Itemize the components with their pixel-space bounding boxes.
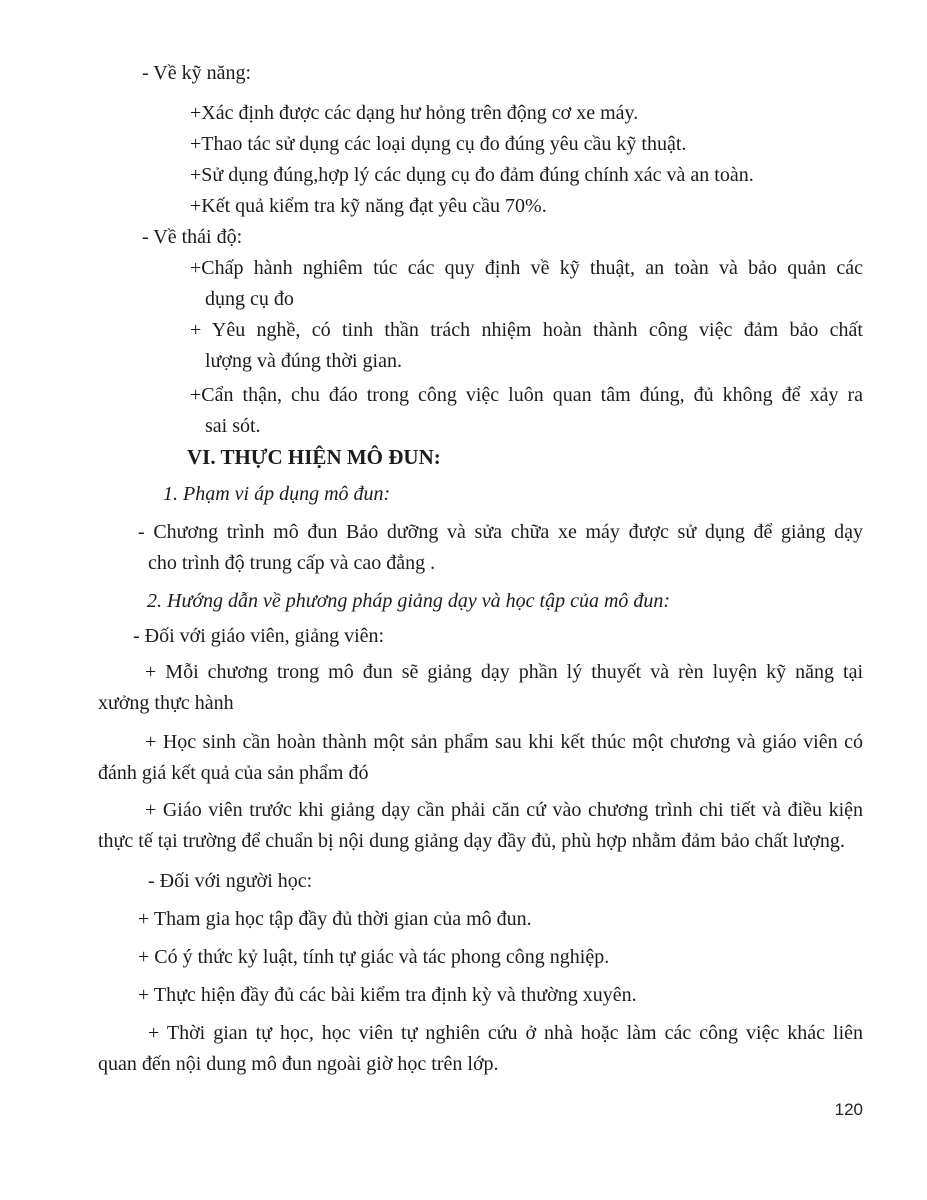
page-number: 120: [834, 1100, 863, 1119]
dash-label-ve-thai-do: - Về thái độ:: [142, 226, 243, 248]
plus-item-skill-1: +Xác định được các dạng hư hỏng trên động cơ xe máy.: [190, 102, 639, 124]
plus-item-attitude-3: +Cẩn thận, chu đáo trong công việc luôn quan tâm đúng, đủ không để xảy ra: [190, 384, 863, 406]
plus-item-attitude-2: + Yêu nghề, có tinh thần trách nhiệm hoàn thành công việc đảm bảo chất: [190, 319, 863, 341]
dash-label-giao-vien: - Đối với giáo viên, giảng viên:: [133, 625, 385, 647]
plus-item-teacher-3-cont: thực tế tại trường để chuẩn bị nội dung giảng dạy đầy đủ, phù hợp nhằm đảm bảo chất lượng.: [98, 830, 845, 852]
plus-item-learner-4-cont: quan đến nội dung mô đun ngoài giờ học trên lớp.: [98, 1053, 499, 1075]
section-heading-vi: VI. THỰC HIỆN MÔ ĐUN:: [187, 445, 441, 469]
dash-item-chuong-trinh: - Chương trình mô đun Bảo dưỡng và sửa chữa xe máy được sử dụng để giảng dạy: [138, 521, 863, 543]
plus-item-teacher-1-cont: xưởng thực hành: [98, 692, 234, 714]
document-body: [98, 58, 863, 1080]
plus-item-attitude-2-cont: lượng và đúng thời gian.: [205, 350, 402, 372]
plus-item-teacher-1: + Mỗi chương trong mô đun sẽ giảng dạy phần lý thuyết và rèn luyện kỹ năng tại: [145, 661, 863, 683]
plus-item-attitude-1: +Chấp hành nghiêm túc các quy định về kỹ thuật, an toàn và bảo quản các: [190, 257, 863, 279]
plus-item-learner-3: + Thực hiện đầy đủ các bài kiểm tra định kỳ và thường xuyên.: [138, 984, 637, 1006]
plus-item-skill-3: +Sử dụng đúng,hợp lý các dụng cụ đo đảm đúng chính xác và an toàn.: [190, 164, 754, 186]
dash-label-ve-ky-nang: - Về kỹ năng:: [142, 62, 252, 84]
plus-item-teacher-2-cont: đánh giá kết quả của sản phẩm đó: [98, 762, 369, 784]
plus-item-teacher-3: + Giáo viên trước khi giảng dạy cần phải căn cứ vào chương trình chi tiết và điều kiện: [145, 799, 863, 821]
plus-item-skill-4: +Kết quả kiểm tra kỹ năng đạt yêu cầu 70%.: [190, 195, 547, 217]
dash-label-nguoi-hoc: - Đối với người học:: [148, 870, 313, 892]
plus-item-attitude-3-cont: sai sót.: [205, 415, 261, 437]
plus-item-learner-1: + Tham gia học tập đầy đủ thời gian của mô đun.: [138, 908, 532, 930]
plus-item-learner-2: + Có ý thức kỷ luật, tính tự giác và tác phong công nghiệp.: [138, 946, 610, 968]
plus-item-skill-2: +Thao tác sử dụng các loại dụng cụ đo đúng yêu cầu kỹ thuật.: [190, 133, 687, 155]
subsection-heading-2: 2. Hướng dẫn về phương pháp giảng dạy và học tập của mô đun:: [147, 590, 671, 612]
plus-item-learner-4: + Thời gian tự học, học viên tự nghiên cứu ở nhà hoặc làm các công việc khác liên: [148, 1022, 863, 1044]
plus-item-attitude-1-cont: dụng cụ đo: [205, 288, 294, 310]
plus-item-teacher-2: + Học sinh cần hoàn thành một sản phẩm sau khi kết thúc một chương và giáo viên có: [145, 731, 863, 753]
subsection-heading-1: 1. Phạm vi áp dụng mô đun:: [163, 483, 391, 505]
dash-item-chuong-trinh-cont: cho trình độ trung cấp và cao đẳng .: [148, 552, 436, 574]
